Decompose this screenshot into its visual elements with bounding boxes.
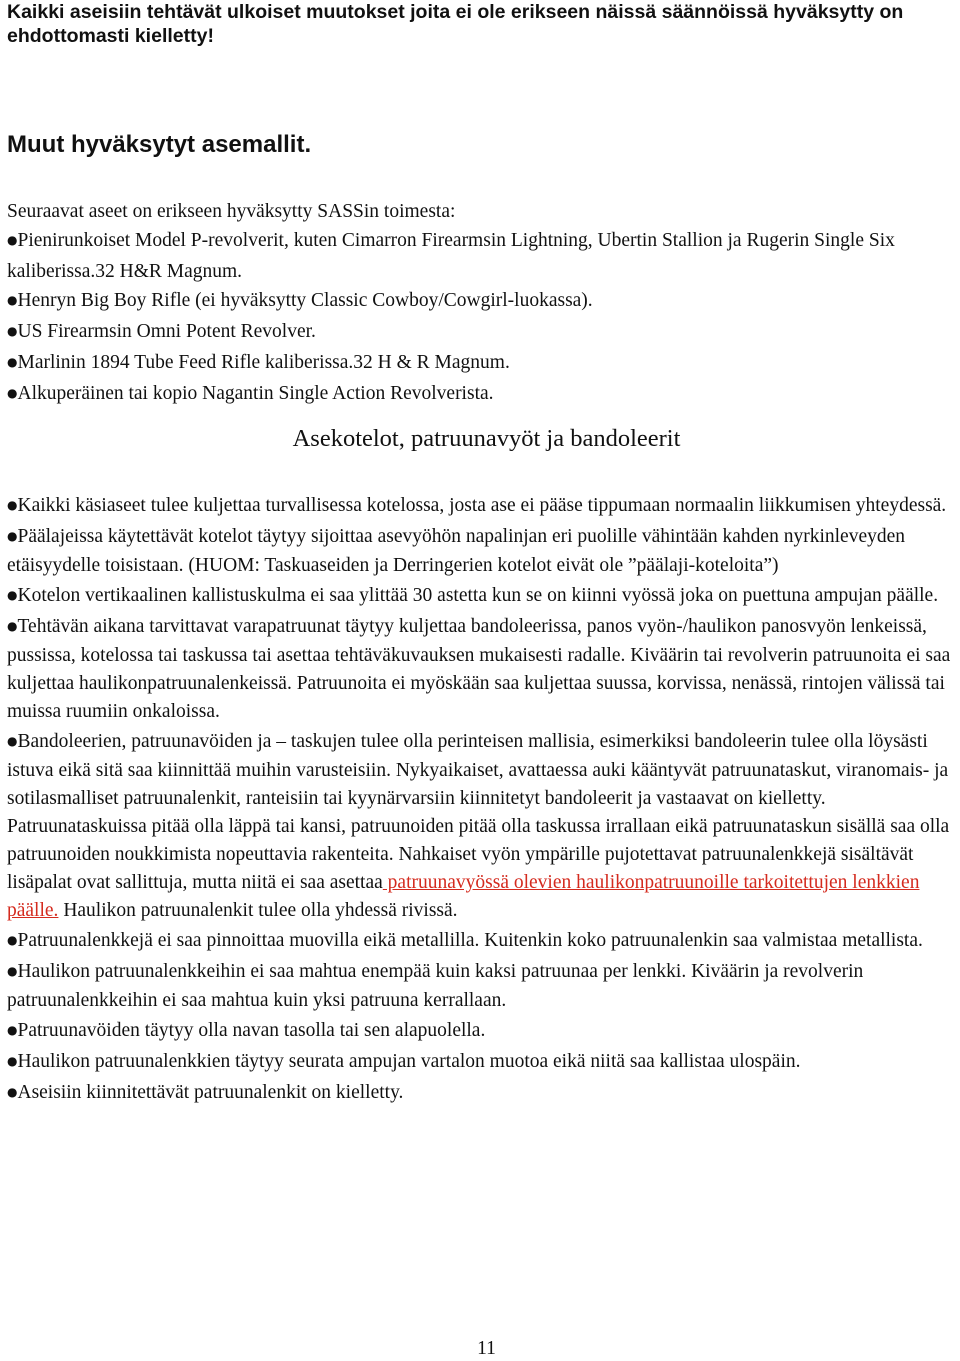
list-item: ●Kaikki käsiaseet tulee kuljettaa turvallisessa kotelossa, josta ase ei pääse tippumaan normaalin liikkumisen yhteydessä.: [7, 495, 947, 516]
bullet-dot-icon: ●: [7, 1054, 18, 1068]
list-item: ●Haulikon patruunalenkkeihin ei saa mahtua enempää kuin kaksi patruunaa per lenkki. Kiväärin ja revolverin patruunalenkkeihin ei saa mahtua kuin yksi patruuna kerrallaan.: [7, 961, 864, 1011]
list-item: ●Kotelon vertikaalinen kallistuskulma ei saa ylittää 30 astetta kun se on kiinni vyössä joka on puettuna ampujan päälle.: [7, 585, 939, 606]
bullet-dot-icon: ●: [7, 529, 18, 543]
page-number: 11: [477, 1338, 496, 1359]
approved-models-block: [7, 197, 952, 410]
bullet-dot-icon: ●: [7, 964, 18, 978]
bullet-dot-icon: ●: [7, 588, 18, 602]
bullet-dot-icon: ●: [7, 386, 18, 400]
bullet-dot-icon: ●: [7, 355, 18, 369]
list-item: ●Aseisiin kiinnitettävät patruunalenkit on kielletty.: [7, 1082, 404, 1103]
bullet-dot-icon: ●: [7, 293, 18, 307]
holster-rules-block: [7, 492, 957, 1110]
bullet-dot-icon: ●: [7, 233, 18, 247]
list-item: ●Bandoleerien, patruunavöiden ja – taskujen tulee olla perinteisen mallisia, esimerkiksi bandoleerin tulee olla löysästi istuva eikä sitä saa kiinnittää muihin varusteisiin. Nykyaikaiset, avattaessa auki kääntyvät patruunataskut, viranomais- ja sotilasmalliset patruunalenkit, ranteisiin tai kyynärvarsiin kiinnitetyt bandoleerit ja vastaavat on kielletty. Patruunataskuissa pitää olla läppä tai kansi, patruunoiden pitää olla taskussa irrallaan eikä patruunataskun sisällä saa olla patruunoiden noukkimista nopeuttavia rakenteita. Nahkaiset vyön ympärille pujotettavat patruunalenkkejä sisältävät lisäpalat ovat sallittuja, mutta niitä ei saa asettaa patruunavyössä olevien haulikonpatruunoille tarkoitettujen lenkkien päälle. Haulikon patruunalenkit tulee olla yhdessä rivissä.: [7, 731, 950, 921]
list-item: ●Alkuperäinen tai kopio Nagantin Single Action Revolverista.: [7, 383, 494, 404]
bullet-dot-icon: ●: [7, 933, 18, 947]
list-item: ●Marlinin 1894 Tube Feed Rifle kaliberissa.32 H & R Magnum.: [7, 352, 510, 373]
bullet-dot-icon: ●: [7, 1085, 18, 1099]
list-item: ●Henryn Big Boy Rifle (ei hyväksytty Classic Cowboy/Cowgirl-luokassa).: [7, 290, 593, 311]
section-heading-other-models: Muut hyväksytyt asemallit.: [7, 131, 312, 158]
list-item: ●Patruunavöiden täytyy olla navan tasolla tai sen alapuolella.: [7, 1020, 486, 1041]
list-item: ●US Firearmsin Omni Potent Revolver.: [7, 321, 316, 342]
list-item: ●Patruunalenkkejä ei saa pinnoittaa muovilla eikä metallilla. Kuitenkin koko patruunalenkin saa valmistaa metallista.: [7, 930, 923, 951]
list-item: ●Pienirunkoiset Model P-revolverit, kuten Cimarron Firearmsin Lightning, Ubertin Stallion ja Rugerin Single Six kaliberissa.32 H&R Magnum.: [7, 230, 895, 282]
bullet-dot-icon: ●: [7, 1023, 18, 1037]
list-item: ●Tehtävän aikana tarvittavat varapatruunat täytyy kuljettaa bandoleerissa, panos vyön-/haulikon panosvyön lenkeissä, pussissa, kotelossa tai taskussa tai asettaa tehtäväkuvauksen mukaisesti radalle. Kiväärin tai revolverin patruunoita ei saa kuljettaa haulikonpatruunalenkeissä. Patruunoita ei myöskään saa kuljettaa suussa, korvissa, nenässä, rintojen välissä tai muissa ruumiin onkaloissa.: [7, 616, 951, 722]
list-item: ●Haulikon patruunalenkkien täytyy seurata ampujan vartalon muotoa eikä niitä saa kallistaa ulospäin.: [7, 1051, 801, 1072]
highlighted-link-text[interactable]: patruunavyössä olevien haulikonpatruunoille tarkoitettujen lenkkien päälle.: [7, 872, 920, 921]
list-item: ●Päälajeissa käytettävät kotelot täytyy sijoittaa asevyöhön napalinjan eri puolille vähintään kahden nyrkinleveyden etäisyydelle toisistaan. (HUOM: Taskuaseiden ja Derringerien kotelot eivät ole ”päälaji-koteloita”): [7, 526, 906, 576]
section-heading-holsters: Asekotelot, patruunavyöt ja bandoleerit: [292, 425, 681, 452]
bullet-dot-icon: ●: [7, 619, 18, 633]
warning-text: Kaikki aseisiin tehtävät ulkoiset muutokset joita ei ole erikseen näissä säännöissä hyväksytty on ehdottomasti kielletty!: [7, 1, 904, 47]
bullet-dot-icon: ●: [7, 324, 18, 338]
bullet-dot-icon: ●: [7, 498, 18, 512]
approved-models-intro: Seuraavat aseet on erikseen hyväksytty SASSin toimesta:: [7, 201, 456, 222]
bullet-dot-icon: ●: [7, 734, 18, 748]
